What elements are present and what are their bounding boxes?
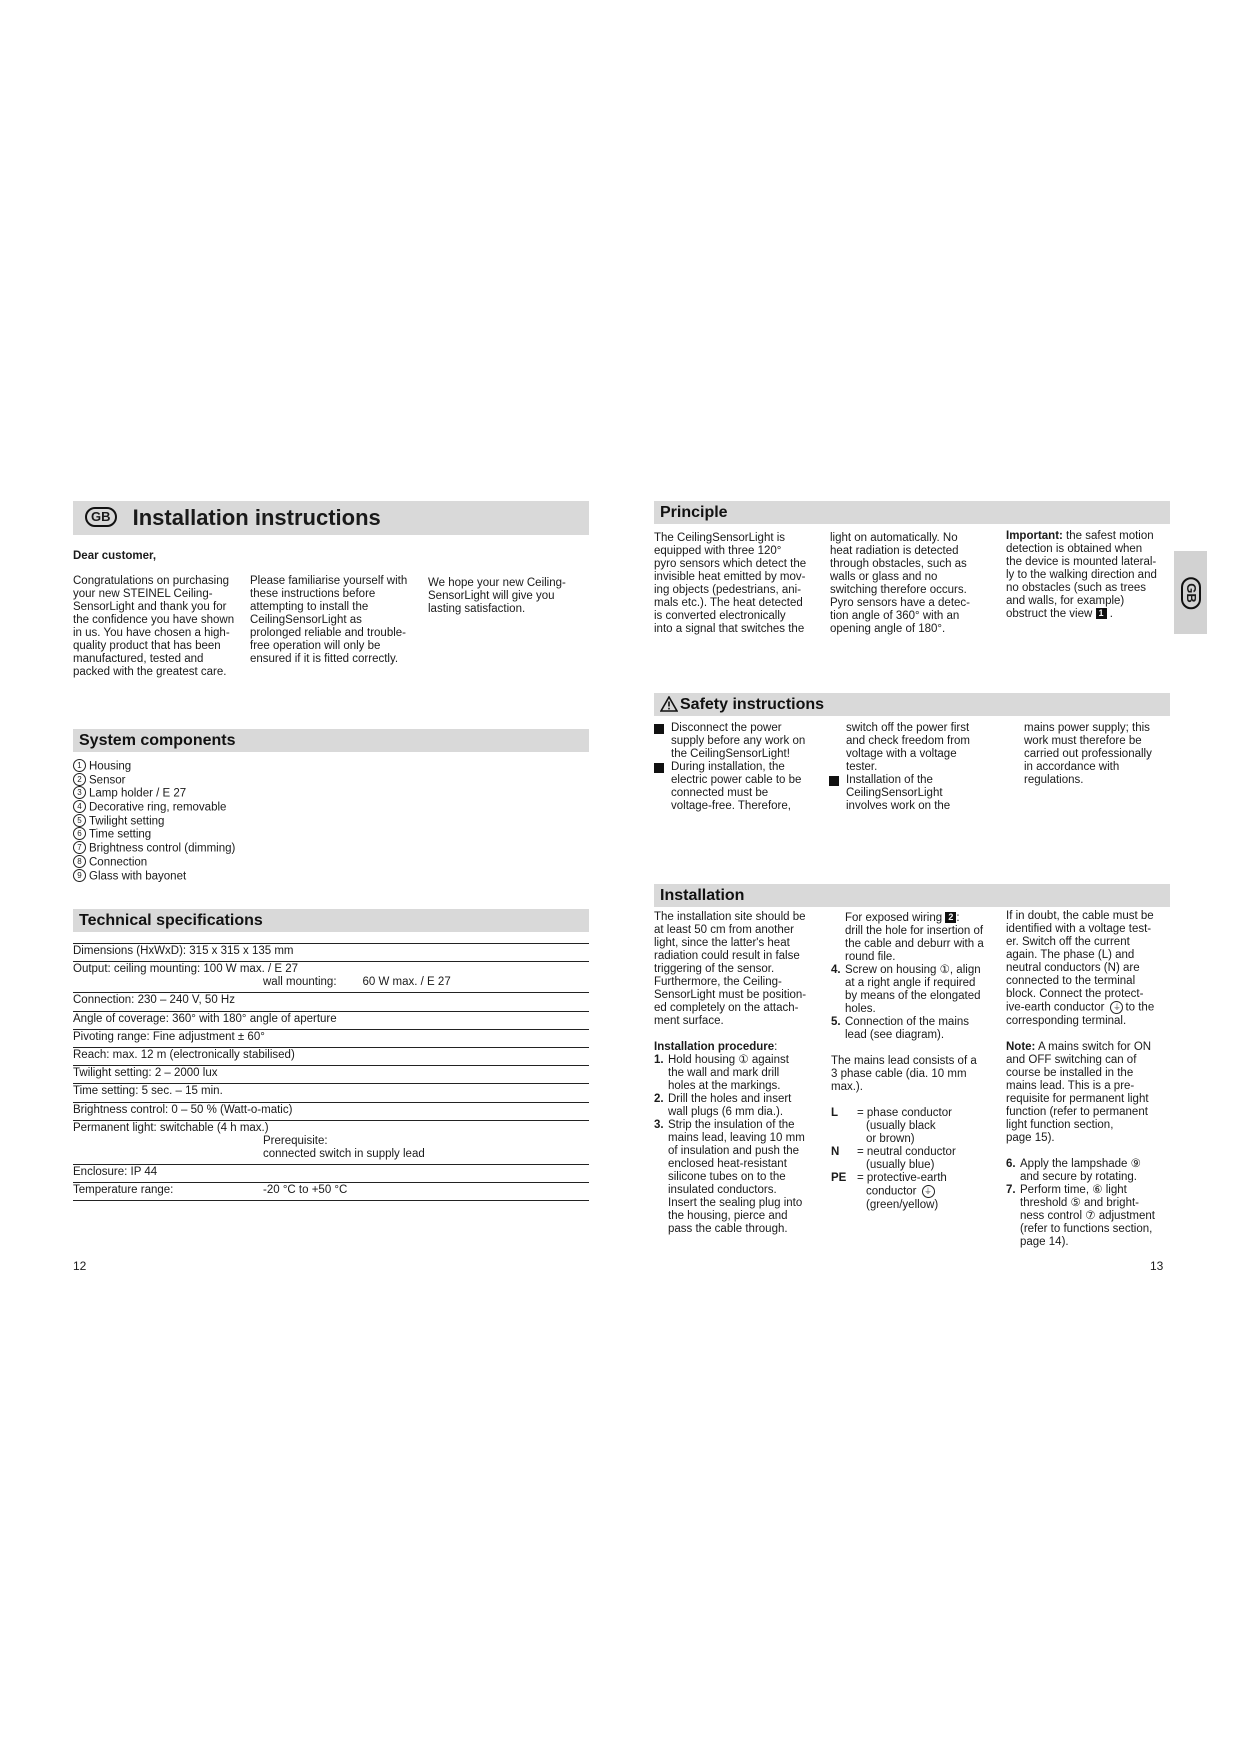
safety-line: involves work on the <box>846 800 951 812</box>
safety-line: regulations. <box>1024 774 1084 786</box>
component-item <box>73 760 235 774</box>
conductor-text: conductor <box>866 1185 917 1198</box>
component-item <box>73 787 235 801</box>
spec-row <box>73 1029 589 1048</box>
spec-text: Time setting: 5 sec. – 15 min. <box>73 1085 223 1097</box>
step-line: enclosed heat-resistant <box>668 1158 787 1170</box>
step-line: silicone tubes on to the <box>668 1171 786 1183</box>
safety-instructions-heading <box>654 693 1170 716</box>
intro-line: lasting satisfaction. <box>428 603 526 615</box>
spec-text: Output: ceiling mounting: 100 W max. / E 27 <box>73 963 299 975</box>
intro-line: your new STEINEL Ceiling- <box>73 588 213 600</box>
installation-col3-text <box>1006 910 1176 1028</box>
page-number-left: 12 <box>73 1259 87 1273</box>
installation-procedure-heading: Installation procedure <box>654 1041 775 1053</box>
component-label: Brightness control (dimming) <box>89 842 236 855</box>
conductor-legend <box>831 1107 1001 1212</box>
safety-bullet-item <box>654 761 829 813</box>
circled-number-icon: 2 <box>73 773 86 786</box>
page-title-bar <box>73 501 589 535</box>
step-line: Strip the insulation of the <box>668 1119 795 1131</box>
spec-value: -20 °C to +50 °C <box>263 1183 348 1196</box>
step-line: and secure by rotating. <box>1020 1170 1137 1183</box>
principle-line: ing objects (pedestrians, ani- <box>654 584 802 596</box>
step-line: (refer to functions section, <box>1020 1222 1153 1235</box>
component-label: Glass with bayonet <box>89 870 187 883</box>
safety-line: CeilingSensorLight <box>846 787 943 799</box>
note-first-line: A mains switch for ON <box>1035 1040 1152 1053</box>
intro-column-2 <box>250 575 415 666</box>
step-number: 2. <box>654 1093 664 1105</box>
square-bullet-icon <box>654 763 664 773</box>
installation-steps-6-7 <box>1006 1158 1176 1249</box>
component-label: Time setting <box>89 828 152 841</box>
component-item <box>73 856 235 870</box>
system-components-list <box>73 760 235 883</box>
safety-bullet-item <box>829 774 999 813</box>
conductor-line <box>857 1120 1001 1133</box>
language-side-tab <box>1174 551 1207 634</box>
installation-step <box>1006 1158 1176 1184</box>
principle-line: equipped with three 120° <box>654 545 782 557</box>
technical-specifications-heading: Technical specifications <box>73 909 589 932</box>
safety-line: and check freedom from <box>846 735 971 747</box>
exposed-wiring-title: For exposed wiring <box>845 912 943 924</box>
spec-text: Pivoting range: Fine adjustment ± 60° <box>73 1030 265 1043</box>
installation-step <box>831 964 1001 1016</box>
principle-line: detection is obtained when <box>1006 543 1143 555</box>
circled-number-icon: 3 <box>73 786 86 799</box>
spec-row <box>73 1182 589 1201</box>
installation-steps-1-3 <box>654 1054 824 1236</box>
spec-row <box>73 1047 589 1065</box>
step-line: Drill the holes and insert <box>668 1093 792 1105</box>
step-number: 5. <box>831 1016 841 1028</box>
installation-line <box>1006 949 1176 962</box>
installation-line: The installation site should be <box>654 911 806 923</box>
conductor-line <box>857 1133 1001 1146</box>
page-number-right: 13 <box>1150 1259 1164 1273</box>
warning-triangle-icon <box>660 696 678 712</box>
system-components-heading: System components <box>73 729 589 752</box>
circled-number-icon: 8 <box>73 855 86 868</box>
safety-line: supply before any work on <box>671 735 806 747</box>
principle-line: switching therefore occurs. <box>830 584 967 596</box>
earth-suffix: to the <box>1125 1001 1155 1014</box>
installation-text: corresponding terminal. <box>1006 1014 1127 1027</box>
principle-line: into a signal that switches the <box>654 623 805 635</box>
safety-line: Disconnect the power <box>671 722 782 734</box>
spec-text: Connection: 230 – 240 V, 50 Hz <box>73 994 235 1006</box>
step-number: 1. <box>654 1054 664 1066</box>
principle-col3-last-line: obstruct the view <box>1006 608 1093 620</box>
conductor-text: = protective-earth <box>857 1172 947 1184</box>
installation-line: light, since the latter's heat <box>654 937 790 949</box>
installation-text: again. The phase (L) and <box>1006 949 1135 961</box>
step-line: page 14). <box>1020 1235 1069 1248</box>
step-number: 6. <box>1006 1157 1016 1170</box>
safety-line: voltage-free. Therefore, <box>671 800 791 812</box>
installation-line: radiation could result in false <box>654 950 800 962</box>
component-label: Housing <box>89 760 132 773</box>
principle-line: opening angle of 180°. <box>830 623 946 635</box>
figure-1-ref-icon: 1 <box>1096 608 1107 619</box>
installation-line <box>1006 988 1176 1001</box>
safety-column-1 <box>654 722 829 813</box>
earth-ground-icon: ⏚ <box>1110 1001 1123 1014</box>
installation-line <box>1006 936 1176 949</box>
component-label: Twilight setting <box>89 815 165 828</box>
conductor-line <box>857 1159 1001 1172</box>
installation-text: neutral conductors (N) are <box>1006 962 1140 974</box>
step-line: at a right angle if required <box>845 977 976 989</box>
installation-step <box>654 1054 824 1093</box>
conductor-line <box>857 1199 1001 1212</box>
circled-number-icon: 4 <box>73 800 86 813</box>
conductor-line <box>857 1172 1001 1185</box>
installation-column-3 <box>1006 910 1176 1249</box>
safety-line: the CeilingSensorLight! <box>671 748 790 760</box>
square-bullet-icon <box>654 724 664 734</box>
spec-row <box>73 1083 589 1102</box>
installation-line <box>1006 962 1176 975</box>
figure-2-ref-icon: 2 <box>945 912 956 923</box>
principle-line: is converted electronically <box>654 610 786 622</box>
installation-column-2 <box>831 912 1001 1212</box>
step-number: 7. <box>1006 1183 1016 1196</box>
procedure-colon: : <box>774 1041 778 1053</box>
installation-steps-4-5 <box>831 964 1001 1042</box>
intro-line: CeilingSensorLight as <box>250 614 362 626</box>
note-line: page 15). <box>1006 1131 1055 1144</box>
spec-sub-label: Prerequisite: <box>263 1134 328 1147</box>
safety-column-2 <box>829 722 999 813</box>
step-line: holes. <box>845 1003 876 1015</box>
step-line: insulated conductors. <box>668 1184 777 1196</box>
intro-line: SensorLight will give you <box>428 590 555 602</box>
installation-line: ed completely on the attach- <box>654 1002 799 1014</box>
conductor-code: N <box>831 1146 840 1158</box>
installation-text: er. Switch off the current <box>1006 936 1130 948</box>
safety-column-3 <box>1024 722 1174 787</box>
spec-text: Angle of coverage: 360° with 180° angle of aperture <box>73 1012 337 1025</box>
component-label: Sensor <box>89 774 126 787</box>
step-line: wall plugs (6 mm dia.). <box>668 1106 784 1118</box>
intro-line: SensorLight and thank you for <box>73 601 227 613</box>
step-line: Apply the lampshade ⑨ <box>1020 1157 1141 1170</box>
installation-column-1 <box>654 911 824 1236</box>
principle-column-2 <box>830 532 1000 636</box>
installation-line: at least 50 cm from another <box>654 924 794 936</box>
technical-specifications-table <box>73 943 589 1201</box>
installation-line: Furthermore, the Ceiling- <box>654 976 782 988</box>
conductor-text: (usually black <box>866 1120 936 1132</box>
safety-line: mains power supply; this <box>1024 722 1150 734</box>
installation-line: ment surface. <box>654 1015 724 1027</box>
conductor-text: (usually blue) <box>866 1159 935 1171</box>
step-line: the wall and mark drill <box>668 1067 780 1079</box>
note-line: light function section, <box>1006 1118 1114 1131</box>
conductor-item <box>831 1107 1001 1146</box>
step-line: Insert the sealing plug into <box>668 1197 803 1209</box>
principle-line: mals etc.). The heat detected <box>654 597 803 609</box>
safety-line: electric power cable to be <box>671 774 802 786</box>
spec-row <box>73 1102 589 1120</box>
safety-col2-items <box>829 774 999 813</box>
step-line: by means of the elongated <box>845 990 981 1002</box>
principle-line: heat radiation is detected <box>830 545 959 557</box>
principle-line: light on automatically. No <box>830 532 958 544</box>
installation-line <box>1006 1001 1176 1015</box>
intro-line: We hope your new Ceiling- <box>428 577 566 589</box>
component-label: Lamp holder / E 27 <box>89 787 187 800</box>
intro-line: prolonged reliable and trouble- <box>250 627 406 639</box>
greeting: Dear customer, <box>73 550 157 562</box>
step-line: mains lead, leaving 10 mm <box>668 1132 805 1144</box>
principle-line: through obstacles, such as <box>830 558 967 570</box>
note-line: function (refer to permanent <box>1006 1105 1148 1118</box>
earth-ground-icon: ⏚ <box>922 1185 935 1198</box>
spec-text: Permanent light: switchable (4 h max.) <box>73 1121 269 1134</box>
intro-line: manufactured, tested and <box>73 653 204 665</box>
conductor-line <box>857 1146 1001 1159</box>
installation-step <box>1006 1184 1176 1249</box>
spec-text: Brightness control: 0 – 50 % (Watt-o-matic) <box>73 1103 293 1116</box>
installation-heading: Installation <box>654 884 1170 907</box>
step-line: the housing, pierce and <box>668 1210 788 1222</box>
principle-line: The CeilingSensorLight is <box>654 532 786 544</box>
step-number: 3. <box>654 1119 664 1131</box>
installation-line: The mains lead consists of a <box>831 1055 977 1067</box>
conductor-text: or brown) <box>866 1133 915 1145</box>
spec-sub-value: connected switch in supply lead <box>263 1147 425 1160</box>
component-item <box>73 870 235 884</box>
principle-line: pyro sensors which detect the <box>654 558 807 570</box>
spec-text: Enclosure: IP 44 <box>73 1165 158 1178</box>
principle-column-1 <box>654 532 824 636</box>
safety-line: During installation, the <box>671 761 785 773</box>
step-line: threshold ⑤ and bright- <box>1020 1196 1139 1209</box>
spec-row <box>73 992 589 1011</box>
circled-number-icon: 6 <box>73 827 86 840</box>
safety-line: voltage with a voltage <box>846 748 957 760</box>
intro-column-1 <box>73 575 238 679</box>
installation-line <box>1006 923 1176 936</box>
intro-line: quality product that has been <box>73 640 221 652</box>
installation-line: max.). <box>831 1081 863 1093</box>
conductor-text: (green/yellow) <box>866 1198 939 1211</box>
spec-sub-label: wall mounting: <box>263 976 337 988</box>
installation-step <box>831 1016 1001 1042</box>
installation-line <box>1006 910 1176 923</box>
intro-line: Congratulations on purchasing <box>73 575 229 587</box>
safety-col2-continuation <box>829 722 999 774</box>
principle-line: the device is mounted lateral- <box>1006 556 1157 568</box>
installation-text: identified with a voltage test- <box>1006 923 1152 935</box>
intro-line: ensured if it is fitted correctly. <box>250 653 399 665</box>
safety-line: switch off the power first <box>846 722 970 734</box>
installation-line <box>1006 975 1176 988</box>
principle-line: tion angle of 360° with an <box>830 610 960 622</box>
spec-row <box>73 1065 589 1083</box>
intro-line: free operation will only be <box>250 640 381 652</box>
intro-line: these instructions before <box>250 588 376 600</box>
component-item <box>73 842 235 856</box>
principle-line: and walls, for example) <box>1006 595 1125 607</box>
intro-line: in us. You have chosen a high- <box>73 627 230 639</box>
spec-row <box>73 1011 589 1029</box>
gb-language-badge: GB <box>85 507 117 527</box>
note-line: course be installed in the <box>1006 1066 1134 1079</box>
step-line: holes at the markings. <box>668 1080 781 1092</box>
intro-column-3 <box>428 577 593 616</box>
component-item <box>73 774 235 788</box>
circled-number-icon: 9 <box>73 869 86 882</box>
conductor-code: PE <box>831 1172 847 1184</box>
spec-sub-value: 60 W max. / E 27 <box>362 976 451 988</box>
component-item <box>73 801 235 815</box>
installation-text: If in doubt, the cable must be <box>1006 910 1154 922</box>
safety-line: in accordance with <box>1024 761 1120 773</box>
component-item <box>73 828 235 842</box>
installation-line: drill the hole for insertion of <box>845 925 984 937</box>
step-line: Screw on housing ①, align <box>845 964 981 976</box>
installation-step <box>654 1119 824 1236</box>
intro-line: attempting to install the <box>250 601 369 613</box>
installation-line: SensorLight must be position- <box>654 989 807 1001</box>
installation-text: ive-earth conductor <box>1006 1001 1105 1014</box>
principle-column-3: Important: the safest motion detection is obtained when the device is mounted lateral- ly to the walking direction and no obstacles (such as trees and walls, for example) obstruct the view 1 . <box>1006 530 1176 621</box>
spec-text: Dimensions (HxWxD): 315 x 315 x 135 mm <box>73 945 294 957</box>
spec-row <box>73 1164 589 1182</box>
principle-line: walls or glass and no <box>830 571 938 583</box>
note-line: and OFF switching can of <box>1006 1053 1137 1066</box>
installation-line <box>1006 1015 1176 1028</box>
spec-row <box>73 1120 589 1164</box>
note-line: requisite for permanent light <box>1006 1092 1149 1105</box>
safety-instructions-title: Safety instructions <box>680 696 825 713</box>
installation-line: round file. <box>845 951 896 963</box>
safety-line: carried out professionally <box>1024 748 1152 760</box>
circled-number-icon: 1 <box>73 759 86 772</box>
step-line: Hold housing ① against <box>668 1054 789 1066</box>
important-label: Important: <box>1006 530 1063 542</box>
circled-number-icon: 5 <box>73 814 86 827</box>
safety-bullet-item <box>654 722 829 761</box>
square-bullet-icon <box>829 776 839 786</box>
spec-subline <box>73 976 589 989</box>
installation-line: triggering of the sensor. <box>654 963 775 975</box>
mains-lead-description <box>831 1055 1001 1094</box>
conductor-item <box>831 1146 1001 1172</box>
component-label: Decorative ring, removable <box>89 801 227 814</box>
safety-line: tester. <box>846 761 878 773</box>
circled-number-icon: 7 <box>73 841 86 854</box>
step-line: pass the cable through. <box>668 1223 788 1235</box>
component-label: Connection <box>89 856 148 869</box>
principle-line: Pyro sensors have a detec- <box>830 597 970 609</box>
note-text <box>1006 1054 1176 1145</box>
note-line: mains lead. This is a pre- <box>1006 1079 1135 1092</box>
step-line: Perform time, ⑥ light <box>1020 1183 1127 1196</box>
conductor-item <box>831 1172 1001 1212</box>
intro-line: the confidence you have shown <box>73 614 235 626</box>
principle-col3-first-line: the safest motion <box>1062 530 1154 542</box>
note-label: Note: <box>1006 1040 1036 1053</box>
step-line: Connection of the mains <box>845 1016 970 1028</box>
step-line: of insulation and push the <box>668 1145 800 1157</box>
installation-step <box>654 1093 824 1119</box>
conductor-line <box>857 1185 1001 1199</box>
exposed-wiring-text <box>845 925 1001 964</box>
conductor-text: = phase conductor <box>857 1107 952 1119</box>
intro-line: Please familiarise yourself with <box>250 575 408 587</box>
spec-text: Temperature range: <box>73 1183 174 1196</box>
principle-line: no obstacles (such as trees <box>1006 582 1146 594</box>
spec-text: Twilight setting: 2 – 2000 lux <box>73 1067 218 1079</box>
safety-line: Installation of the <box>846 774 933 786</box>
conductor-text: = neutral conductor <box>857 1146 956 1158</box>
spec-row <box>73 961 589 992</box>
safety-line: connected must be <box>671 787 769 799</box>
page-title: Installation instructions <box>132 505 381 530</box>
step-line: lead (see diagram). <box>845 1029 945 1041</box>
principle-col3-body <box>1006 543 1176 608</box>
principle-line: invisible heat emitted by mov- <box>654 571 806 583</box>
conductor-code: L <box>831 1107 839 1119</box>
safety-line: work must therefore be <box>1024 735 1142 747</box>
principle-heading: Principle <box>654 501 1170 524</box>
step-line: ness control ⑦ adjustment <box>1020 1209 1155 1222</box>
step-number: 4. <box>831 964 841 976</box>
spec-row <box>73 943 589 961</box>
installation-text: connected to the terminal <box>1006 975 1136 987</box>
installation-text: block. Connect the protect- <box>1006 988 1144 1000</box>
component-item <box>73 815 235 829</box>
installation-line: 3 phase cable (dia. 10 mm <box>831 1068 967 1080</box>
exposed-wiring-block: For exposed wiring 2 : drill the hole for insertion of the cable and deburr with a round file. <box>831 912 1001 964</box>
spec-text: Reach: max. 12 m (electronically stabilised) <box>73 1049 295 1061</box>
intro-line: packed with the greatest care. <box>73 666 227 678</box>
gb-language-badge-rotated: GB <box>1181 577 1201 609</box>
installation-line: the cable and deburr with a <box>845 938 984 950</box>
principle-line: ly to the walking direction and <box>1006 569 1157 581</box>
conductor-line <box>857 1107 1001 1120</box>
installation-intro <box>654 911 824 1028</box>
